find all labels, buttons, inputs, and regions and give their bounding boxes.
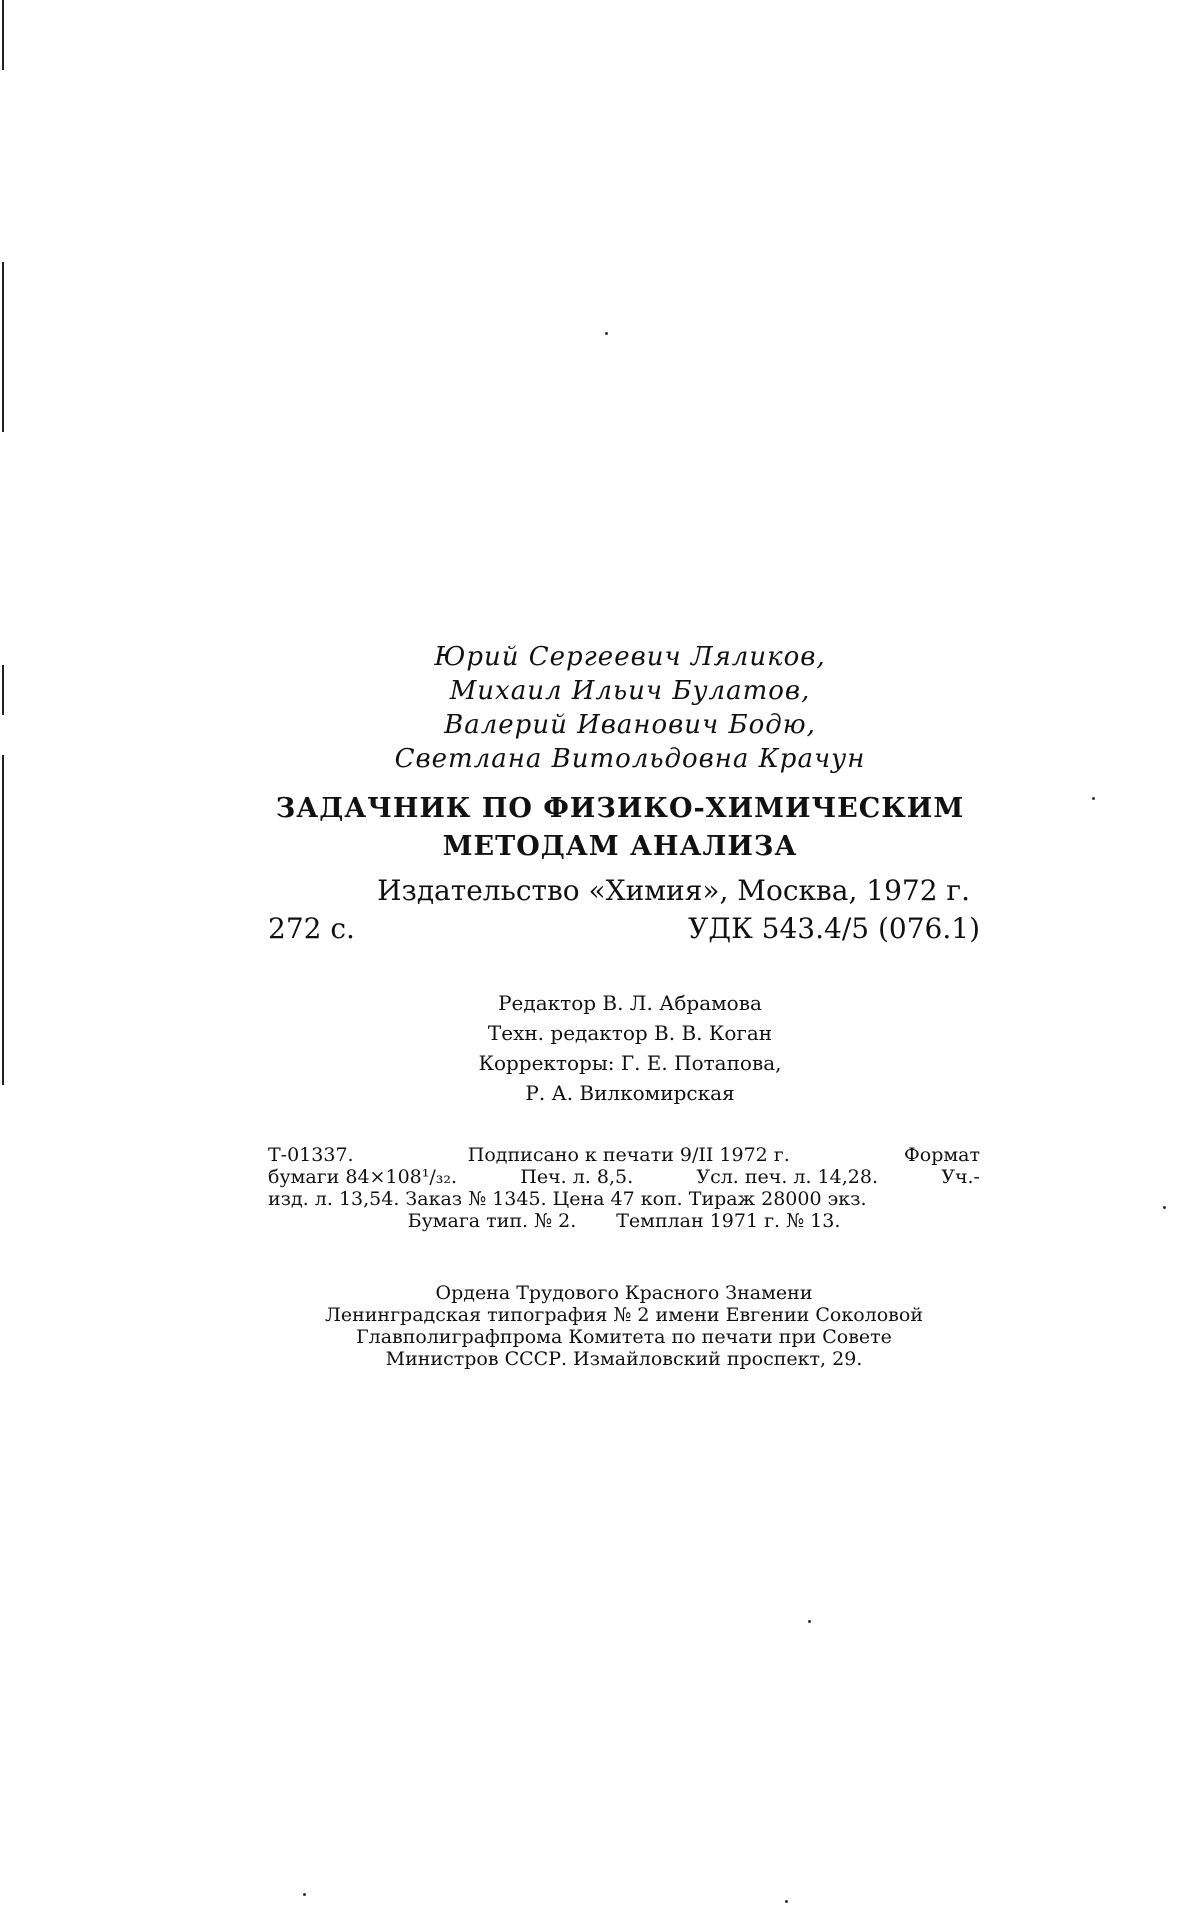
scan-edge-mark bbox=[2, 665, 4, 715]
print-detail-text: Подписано к печати 9/II 1972 г. bbox=[467, 1144, 790, 1166]
proofreaders-credit: Корректоры: Г. Е. Потапова, bbox=[478, 1051, 782, 1075]
print-details bbox=[268, 1144, 980, 1232]
print-details-line bbox=[268, 1166, 980, 1188]
author-list bbox=[380, 640, 880, 776]
book-title-line: ЗАДАЧНИК ПО ФИЗИКО-ХИМИЧЕСКИМ bbox=[275, 793, 965, 824]
scan-speck bbox=[785, 1900, 788, 1903]
scan-speck bbox=[1092, 797, 1095, 800]
book-title-line: МЕТОДАМ АНАЛИЗА bbox=[442, 831, 798, 862]
scan-edge-mark bbox=[2, 0, 4, 70]
publisher-line: Издательство «Химия», Москва, 1972 г. bbox=[377, 874, 970, 907]
print-detail-text: Темплан 1971 г. № 13. bbox=[616, 1210, 841, 1232]
printer-line: Министров СССР. Измайловский проспект, 29. bbox=[385, 1348, 863, 1370]
print-details-line bbox=[268, 1144, 980, 1166]
print-detail-text: Печ. л. 8,5. bbox=[520, 1166, 634, 1188]
author-name: Валерий Иванович Бодю, bbox=[444, 710, 816, 740]
print-detail-text: бумаги 84×108¹/₃₂. bbox=[268, 1166, 458, 1188]
printer-info bbox=[268, 1282, 980, 1370]
print-details-line bbox=[268, 1210, 980, 1232]
print-detail-text: Усл. печ. л. 14,28. bbox=[696, 1166, 878, 1188]
print-detail-text: Уч.- bbox=[941, 1166, 980, 1188]
printer-line: Главполиграфпрома Комитета по печати при Совете bbox=[356, 1326, 892, 1348]
print-detail-text: Формат bbox=[903, 1144, 980, 1166]
print-details-line bbox=[268, 1188, 980, 1210]
printer-line: Ленинградская типография № 2 имени Евгении Соколовой bbox=[325, 1304, 923, 1326]
author-name: Светлана Витольдовна Крачун bbox=[394, 744, 866, 774]
editorial-credits bbox=[400, 988, 860, 1108]
scan-speck bbox=[808, 1620, 811, 1623]
print-detail-text: Т-01337. bbox=[268, 1144, 354, 1166]
book-title bbox=[270, 790, 970, 866]
print-detail-text: изд. л. 13,54. Заказ № 1345. Цена 47 коп. Тираж 28000 экз. bbox=[268, 1188, 867, 1210]
printer-line: Ордена Трудового Красного Знамени bbox=[435, 1282, 813, 1304]
page-count: 272 с. bbox=[268, 912, 355, 945]
scan-edge-mark bbox=[2, 755, 4, 1085]
editor-credit: Редактор В. Л. Абрамова bbox=[498, 991, 762, 1015]
scan-speck bbox=[303, 1893, 306, 1896]
proofreaders-credit: Р. А. Вилкомирская bbox=[525, 1081, 735, 1105]
udk-code: УДК 543.4/5 (076.1) bbox=[688, 912, 980, 945]
scan-speck bbox=[605, 332, 608, 335]
author-name: Михаил Ильич Булатов, bbox=[449, 676, 811, 706]
print-detail-text: Бумага тип. № 2. bbox=[407, 1210, 577, 1232]
scan-speck bbox=[1163, 1206, 1166, 1209]
scan-edge-mark bbox=[2, 262, 4, 432]
tech-editor-credit: Техн. редактор В. В. Коган bbox=[487, 1021, 773, 1045]
author-name: Юрий Сергеевич Ляликов, bbox=[434, 642, 826, 672]
